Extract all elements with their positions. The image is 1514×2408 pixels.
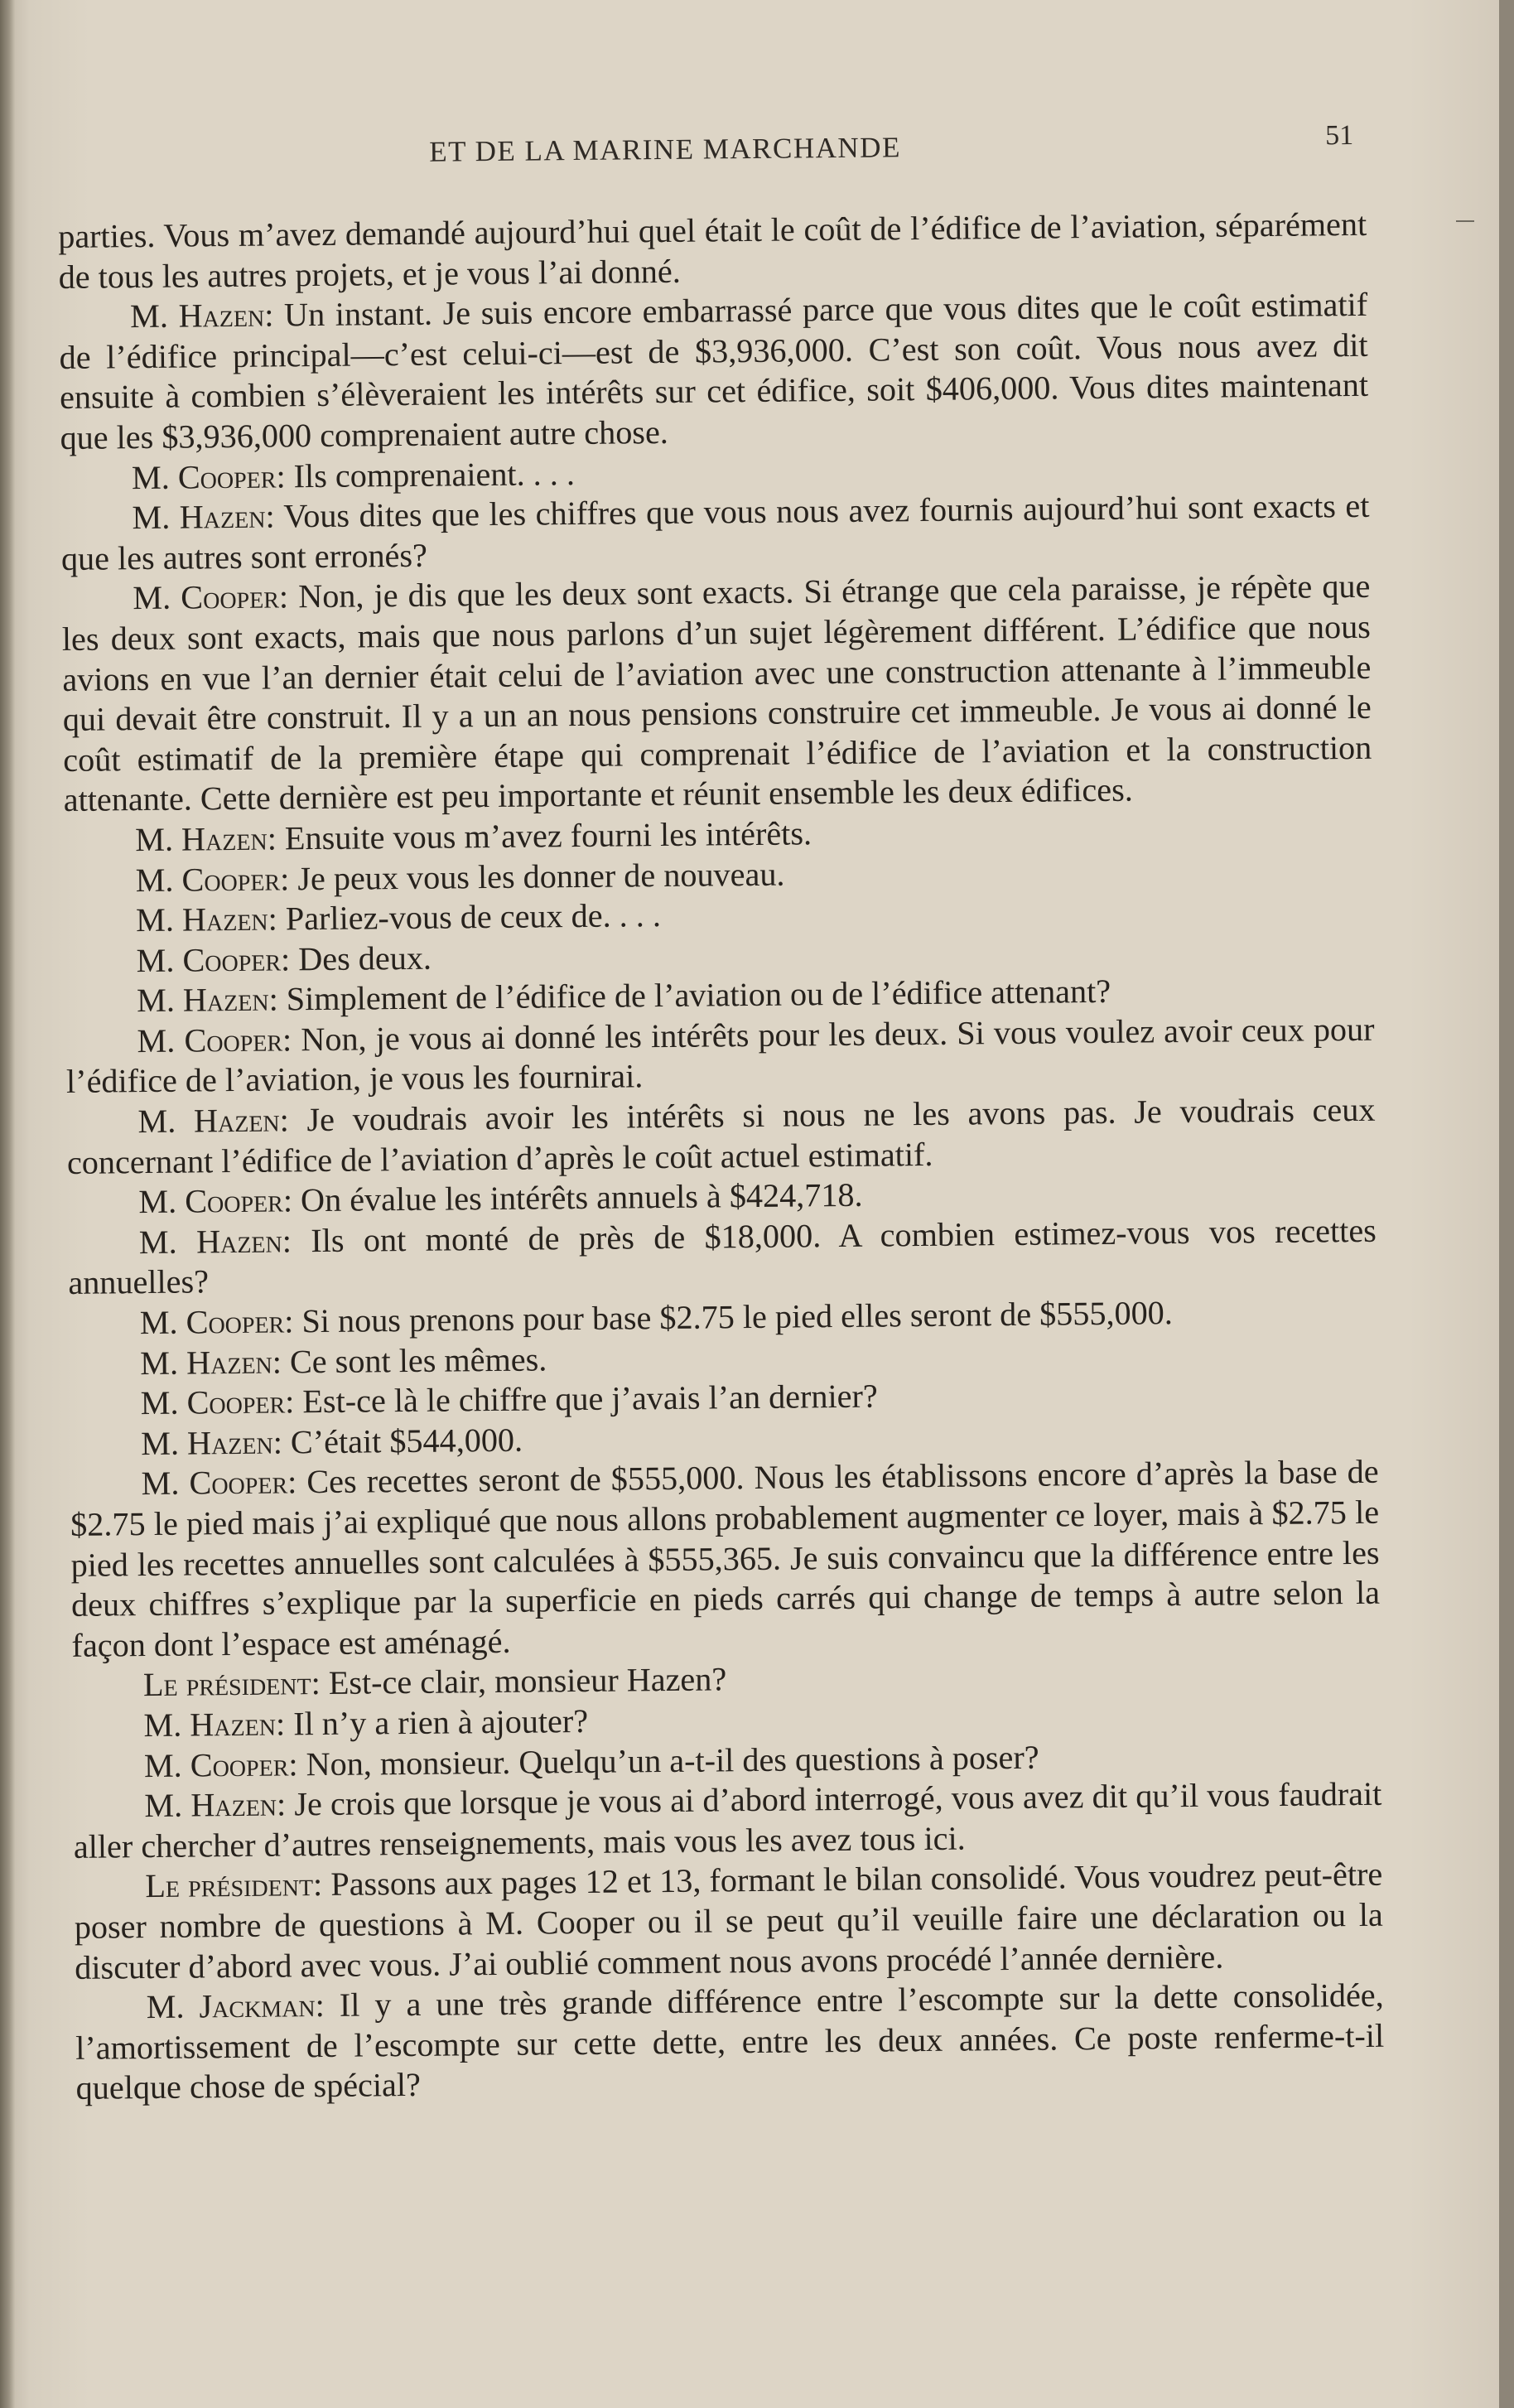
paragraph-text: Ces recettes seront de $555,000. Nous les établissons encore d’après la base de $2.75 le pied mais j’ai expliqué que nous allons probablement augmenter ce loyer, mais à $2.75 le pied les recettes annuelles sont calculées à $555,365. Je suis convaincu que la différence entre les deux chiffres s’explique par la superficie en pieds carrés qui change de temps à autre selon la façon dont l’espace est aménagé.: [70, 1453, 1381, 1664]
speaker-label: M. Hazen:: [140, 1423, 283, 1462]
paragraph-text: On évalue les intérêts annuels à $424,718.: [292, 1175, 863, 1219]
paragraph-text: Il n’y a rien à ajouter?: [284, 1701, 589, 1743]
paragraph-text: Est-ce clair, monsieur Hazen?: [320, 1660, 727, 1702]
paragraph: [74, 1855, 1383, 1988]
paragraph-text: Ce sont les mêmes.: [281, 1340, 547, 1381]
speaker-label: M. Jackman:: [146, 1986, 325, 2026]
speaker-label: M. Hazen:: [136, 980, 278, 1020]
paragraph-text: Des deux.: [289, 939, 432, 978]
page-number: 51: [1324, 119, 1354, 152]
paragraph: [61, 567, 1372, 821]
speaker-label: Le président:: [145, 1865, 323, 1905]
paragraph-text: Simplement de l’édifice de l’aviation ou de l’édifice attenant?: [277, 972, 1111, 1018]
paragraph: [65, 1010, 1375, 1103]
paragraph-text: Non, monsieur. Quelqu’un a-t-il des questions à poser?: [297, 1738, 1039, 1783]
speaker-label: M. Cooper:: [140, 1383, 295, 1422]
paragraph-text: Je voudrais avoir les intérêts si nous ne les avons pas. Je voudrais ceux concernant l’édifice de l’aviation d’après le coût actuel estimatif.: [66, 1090, 1376, 1181]
paragraph-text: Passons aux pages 12 et 13, formant le bilan consolidé. Vous voudrez peut-être poser nombre de questions à M. Cooper ou il se peut qu’il veuille faire une déclaration ou la discuter d’abord avec vous. J’ai oublié comment nous avons procédé l’année dernière.: [74, 1855, 1383, 1986]
speaker-label: M. Cooper:: [133, 577, 289, 617]
speaker-label: M. Hazen:: [137, 1101, 290, 1141]
speaker-label: M. Hazen:: [132, 497, 275, 537]
paragraph-text: Non, je dis que les deux sont exacts. Si étrange que cela paraisse, je répète que les deux sont exacts, mais que nous parlons d’un sujet légèrement différent. L’édifice que nous avions en vue l’an dernier était celui de l’aviation avec une construction attenante à l’immeuble qui devait être construit. Il y a un an nous pensions construire cet immeuble. Je vous ai donné le coût estimatif de la première étape qui comprenait l’édifice de l’aviation et la construction attenante. Cette dernière est peu importante et réunit ensemble les deux édifices.: [61, 567, 1372, 819]
speaker-label: M. Cooper:: [135, 859, 290, 899]
paragraph-text: Vous dites que les chiffres que vous nous avez fournis aujourd’hui sont exacts et que les autres sont erronés?: [60, 486, 1370, 577]
paragraph: [68, 1211, 1377, 1304]
transcript-body: [58, 205, 1385, 2109]
paragraph-text: Il y a une très grande différence entre l’escompte sur la dette consolidée, l’amortissement de l’escompte sur cette dette, entre les deux années. Ce poste renferme-t-il quelque chose de spécial?: [75, 1976, 1385, 2107]
paragraph-text: Un instant. Je suis encore embarrassé parce que vous dites que le coût estimatif de l’édifice principal—c’est celui-ci—est de $3,936,000. C’est son coût. Vous nous avez dit ensuite à combien s’élèveraient les intérêts sur cet édifice, soit $406,000. Vous dites maintenant que les $3,936,000 comprenaient autre chose.: [59, 286, 1369, 456]
paragraph: [75, 1976, 1385, 2109]
paragraph-text: Je crois que lorsque je vous ai d’abord interrogé, vous avez dit qu’il vous faudrait aller chercher d’autres renseignements, mais vous les avez tous ici.: [73, 1774, 1382, 1865]
speaker-label: M. Hazen:: [143, 1705, 286, 1744]
paragraph-text: Je peux vous les donner de nouveau.: [289, 855, 785, 897]
margin-mark: [1456, 220, 1474, 222]
speaker-label: M. Cooper:: [131, 456, 286, 496]
paragraph-text: C’était $544,000.: [282, 1421, 523, 1461]
paragraph: [66, 1090, 1376, 1183]
paragraph-text: parties. Vous m’avez demandé aujourd’hui quel était le coût de l’édifice de l’aviation, séparément de tous les autres projets, et je vous l’ai donné.: [58, 205, 1367, 296]
speaker-label: M. Hazen:: [144, 1785, 287, 1825]
speaker-label: Le président:: [142, 1664, 321, 1704]
running-head-title: ET DE LA MARINE MARCHANDE: [429, 131, 902, 168]
paragraph: [58, 205, 1367, 297]
paragraph-text: Parliez-vous de ceux de. . . .: [277, 896, 662, 938]
speaker-label: M. Hazen:: [135, 900, 278, 939]
paragraph-text: Ensuite vous m’avez fourni les intérêts.: [276, 814, 812, 857]
paragraph-text: Est-ce là le chiffre que j’avais l’an dernier?: [294, 1377, 878, 1421]
paragraph-text: Non, je vous ai donné les intérêts pour les deux. Si vous voulez avoir ceux pour l’édifice de l’aviation, je vous les fournirai.: [65, 1010, 1375, 1101]
paragraph-text: Ils comprenaient. . . .: [285, 454, 576, 495]
speaker-label: M. Hazen:: [129, 296, 274, 335]
page-binding-shadow: [0, 0, 15, 2408]
speaker-label: M. Hazen:: [140, 1343, 282, 1382]
paragraph: [73, 1774, 1382, 1867]
speaker-label: M. Cooper:: [141, 1463, 297, 1503]
running-head: [58, 119, 1417, 182]
speaker-label: M. Cooper:: [136, 940, 291, 979]
speaker-label: M. Hazen:: [135, 819, 277, 859]
speaker-label: M. Cooper:: [143, 1744, 298, 1784]
paragraph: [60, 486, 1370, 579]
paragraph-text: Si nous prenons pour base $2.75 le pied elles seront de $555,000.: [293, 1294, 1174, 1340]
speaker-label: M. Cooper:: [138, 1181, 293, 1221]
speaker-label: M. Hazen:: [138, 1222, 292, 1261]
speaker-label: M. Cooper:: [137, 1021, 292, 1060]
speaker-label: M. Cooper:: [139, 1302, 294, 1342]
paragraph: [70, 1452, 1380, 1666]
paragraph-text: Ils ont monté de près de $18,000. A combien estimez-vous vos recettes annuelles?: [68, 1211, 1377, 1302]
paragraph: [59, 285, 1369, 459]
